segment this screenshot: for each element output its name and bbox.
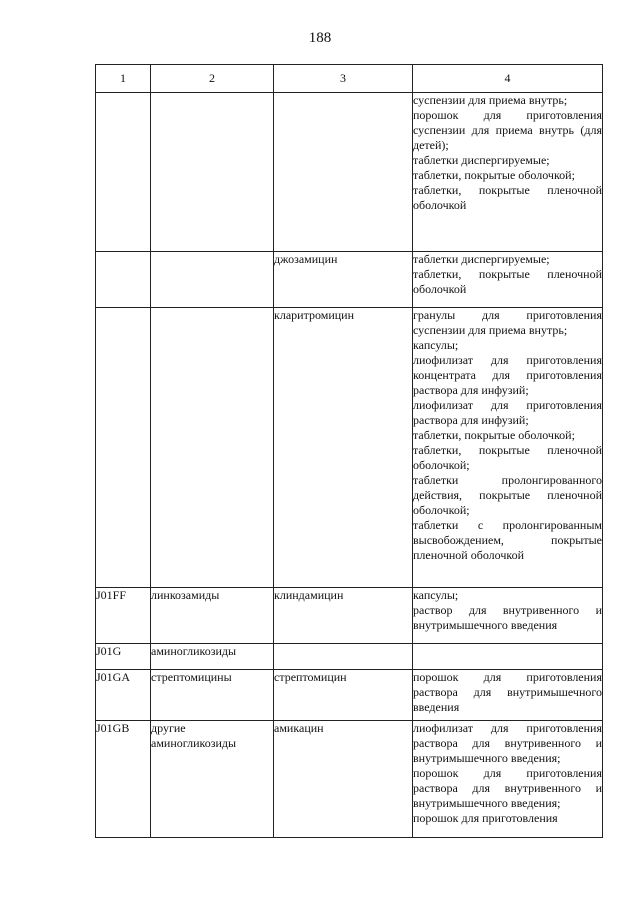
atc-code-cell: J01FF: [96, 588, 151, 644]
table-row: [96, 644, 603, 670]
dosage-form-item: таблетки, покрытые оболочкой;: [413, 428, 575, 442]
dosage-forms-cell: [413, 308, 603, 588]
column-header: 2: [151, 65, 274, 93]
atc-code-cell: [96, 308, 151, 588]
page-number: 188: [308, 30, 332, 46]
dosage-form-item: лиофилизат для приготовления раствора для инфузий;: [413, 398, 602, 427]
dosage-form-item: таблетки, покрытые оболочкой;: [413, 168, 575, 182]
table-row: [96, 670, 603, 721]
atc-code-cell: [96, 93, 151, 252]
table-row: [96, 252, 603, 308]
dosage-form-item: порошок для приготовления раствора для внутривенного и внутримышечного введения;: [413, 766, 602, 810]
dosage-form-item: лиофилизат для приготовления концентрата для приготовления раствора для инфузий;: [413, 353, 602, 397]
dosage-form-item: таблетки, покрытые пленочной оболочкой: [413, 183, 602, 212]
drug-name-cell: кларитромицин: [274, 308, 413, 588]
group-name-cell: стрептомицины: [151, 670, 274, 721]
dosage-form-item: раствор для внутривенного и внутримышечного введения: [413, 603, 602, 632]
dosage-form-item: суспензии для приема внутрь;: [413, 93, 568, 107]
dosage-form-item: лиофилизат для приготовления раствора для внутривенного и внутримышечного введения;: [413, 721, 602, 765]
column-header: 4: [413, 65, 603, 93]
dosage-form-item: таблетки, покрытые пленочной оболочкой: [413, 267, 602, 296]
column-header: 3: [274, 65, 413, 93]
group-name-cell: [151, 252, 274, 308]
dosage-forms-cell: [413, 670, 603, 721]
group-name-cell: [151, 93, 274, 252]
group-name-cell: линкозамиды: [151, 588, 274, 644]
dosage-form-item: гранулы для приготовления суспензии для приема внутрь;: [413, 308, 602, 337]
table-row: [96, 308, 603, 588]
group-name-cell: другие аминогликозиды: [151, 721, 274, 838]
table-row: [96, 93, 603, 252]
dosage-forms-cell: [413, 588, 603, 644]
medication-table: [95, 64, 603, 838]
dosage-forms-cell: [413, 644, 603, 670]
atc-code-cell: J01GA: [96, 670, 151, 721]
dosage-form-item: капсулы;: [413, 588, 459, 602]
drug-name-cell: стрептомицин: [274, 670, 413, 721]
table-row: [96, 588, 603, 644]
column-header: 1: [96, 65, 151, 93]
dosage-form-item: таблетки пролонгированного действия, покрытые пленочной оболочкой;: [413, 473, 602, 517]
dosage-form-item: таблетки, покрытые пленочной оболочкой;: [413, 443, 602, 472]
group-name-cell: [151, 308, 274, 588]
atc-code-cell: J01G: [96, 644, 151, 670]
dosage-form-item: порошок для приготовления раствора для внутримышечного введения: [413, 670, 602, 714]
dosage-forms-cell: [413, 721, 603, 838]
atc-code-cell: [96, 252, 151, 308]
drug-name-cell: джозамицин: [274, 252, 413, 308]
atc-code-cell: J01GB: [96, 721, 151, 838]
table-row: [96, 721, 603, 838]
dosage-form-item: капсулы;: [413, 338, 459, 352]
drug-name-cell: [274, 644, 413, 670]
table-body: [96, 93, 603, 838]
drug-name-cell: [274, 93, 413, 252]
dosage-form-item: таблетки с пролонгированным высвобождением, покрытые пленочной оболочкой: [413, 518, 602, 562]
dosage-forms-cell: [413, 252, 603, 308]
group-name-cell: аминогликозиды: [151, 644, 274, 670]
dosage-form-item: порошок для приготовления: [413, 811, 558, 825]
dosage-form-item: таблетки диспергируемые;: [413, 252, 550, 266]
dosage-forms-cell: [413, 93, 603, 252]
dosage-form-item: таблетки диспергируемые;: [413, 153, 550, 167]
dosage-form-item: порошок для приготовления суспензии для приема внутрь (для детей);: [413, 108, 602, 152]
drug-name-cell: амикацин: [274, 721, 413, 838]
table-header-row: [96, 65, 603, 93]
drug-name-cell: клиндамицин: [274, 588, 413, 644]
